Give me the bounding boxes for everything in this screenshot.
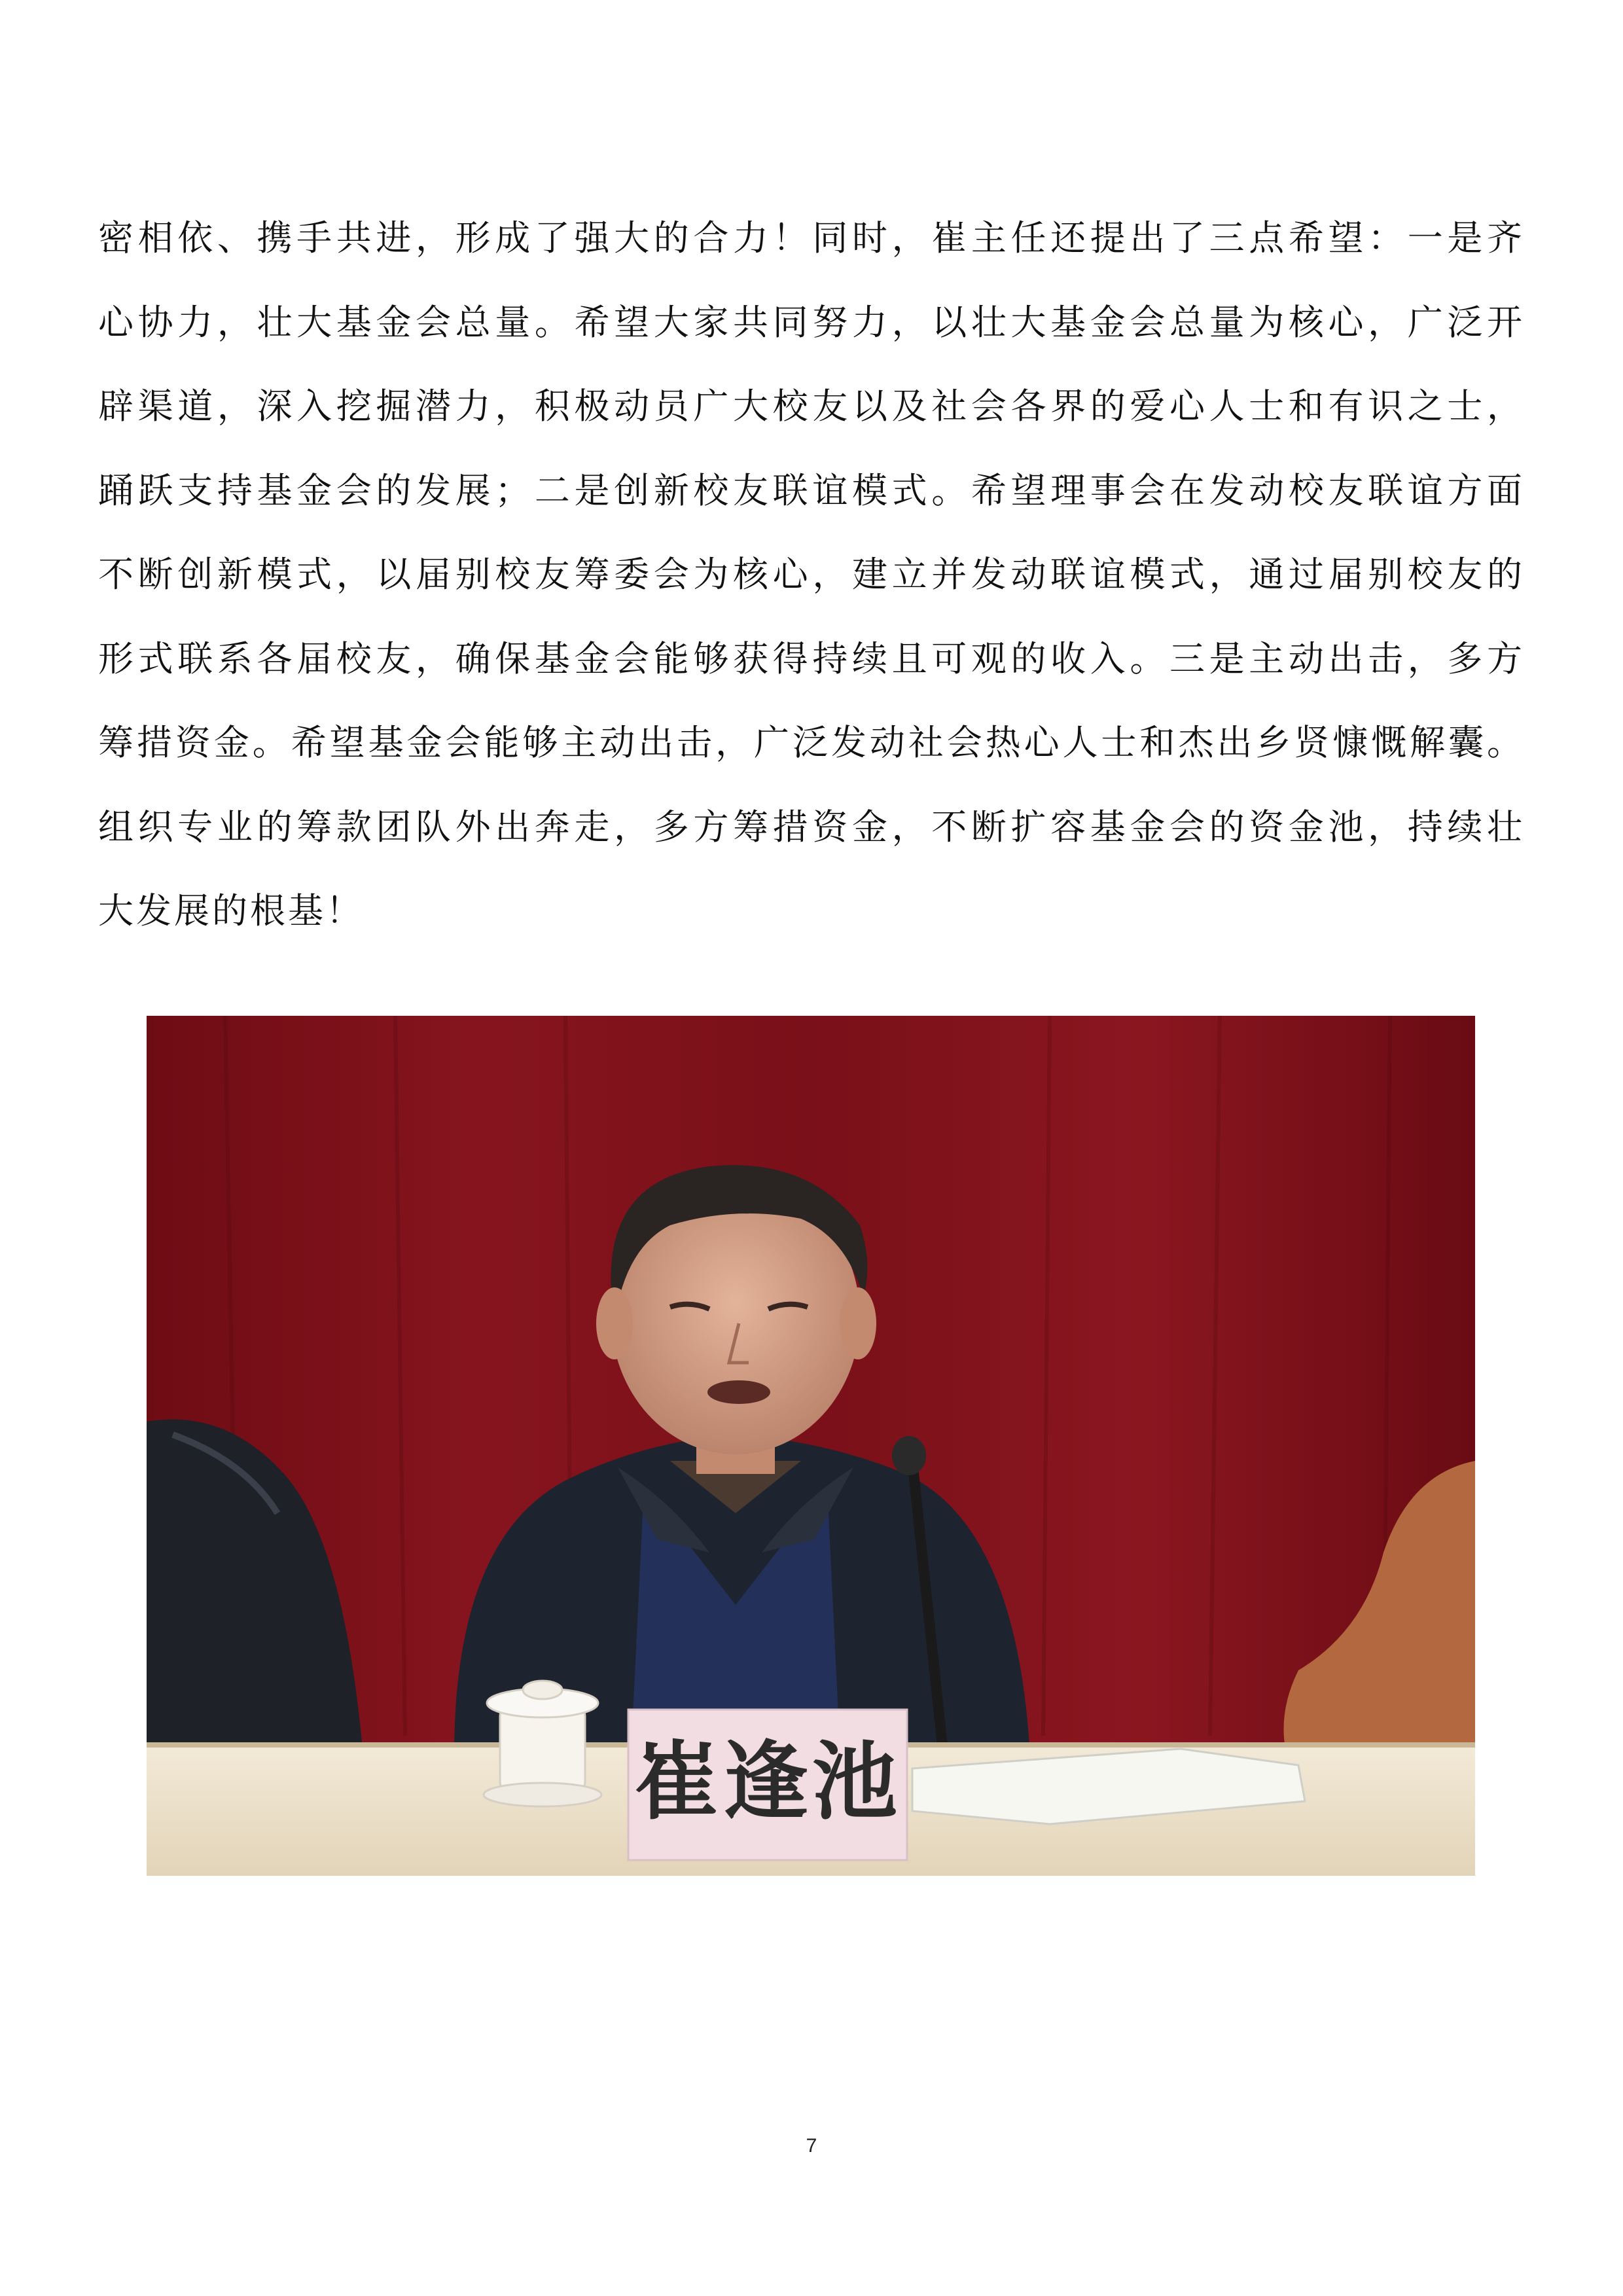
body-line: 心协力，壮大基金会总量。希望大家共同努力，以壮大基金会总量为核心，广泛开 xyxy=(98,301,1525,343)
body-line: 组织专业的筹款团队外出奔走，多方筹措资金，不断扩容基金会的资金池，持续壮 xyxy=(98,806,1525,848)
body-line: 密相依、携手共进，形成了强大的合力！同时，崔主任还提出了三点希望：一是齐 xyxy=(98,217,1525,259)
body-line: 筹措资金。希望基金会能够主动出击，广泛发动社会热心人士和杰出乡贤慷慨解囊。 xyxy=(98,722,1525,763)
tea-cup xyxy=(484,1681,601,1806)
microphone-head xyxy=(892,1436,926,1475)
body-paragraph xyxy=(98,196,1525,954)
nameplate-text: 崔逢池 xyxy=(633,1731,902,1831)
body-line: 不断创新模式，以届别校友筹委会为核心，建立并发动联谊模式，通过届别校友的 xyxy=(98,554,1525,595)
body-line: 辟渠道，深入挖掘潜力，积极动员广大校友以及社会各界的爱心人士和有识之士， xyxy=(98,386,1525,427)
body-line: 大发展的根基！ xyxy=(98,890,364,931)
speaker-photo xyxy=(147,1016,1475,1876)
body-line: 形式联系各届校友，确保基金会能够获得持续且可观的收入。三是主动出击，多方 xyxy=(98,637,1525,679)
body-line: 踊跃支持基金会的发展；二是创新校友联谊模式。希望理事会在发动校友联谊方面 xyxy=(98,469,1525,511)
page-number: 7 xyxy=(806,2135,817,2157)
